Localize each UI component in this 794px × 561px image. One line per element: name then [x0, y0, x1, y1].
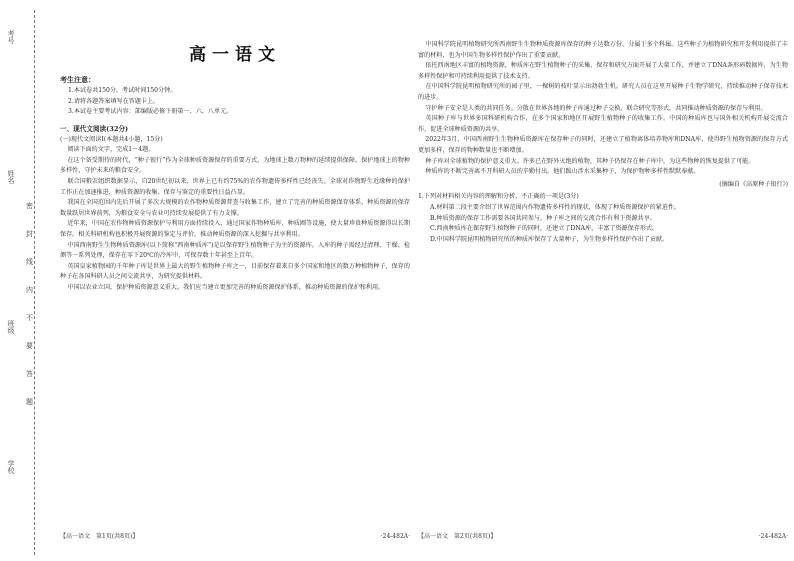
seal-char: 密: [26, 202, 33, 210]
article-paragraph: 英国种子库与世界多国科研机构合作，在多个国家和地区开展野生植物种子的收集工作。中国的种质库也与国外相关机构开展交流合作，促进全球种质资源的共享。: [418, 115, 788, 133]
notice-heading: 考生注意：: [60, 74, 95, 84]
page-number: 【高一语文 第2页(共8页)】: [418, 533, 497, 540]
seal-char: 答: [26, 370, 33, 378]
option-b: B.种质资源的保存工作需要各国共同参与，种子库之间的交流合作有利于资源共享。: [430, 214, 656, 222]
question-1: 1.下列对材料相关内容的理解和分析，不正确的一项是(3分): [418, 193, 579, 201]
subsection-heading: (一)现代文阅读Ⅰ(本题共4小题，15分): [60, 135, 163, 143]
source-citation: (摘编自《高原种子银行》): [719, 180, 788, 188]
binding-margin: [0, 0, 58, 561]
notice-list: [68, 86, 410, 118]
exam-code: ·24-482A·: [380, 533, 410, 540]
seal-char: 线: [26, 258, 33, 266]
notice-item: 3.本试卷主要考试内容：部编版必修下册第一、六、八单元。: [68, 108, 233, 116]
notice-item: 2.请将各题答案填写在答题卡上。: [68, 97, 160, 105]
article-paragraph: 英国皇家植物园的千年种子库是世界上最大的野生植物种子库之一，目前保存着来自多个国家和地区的数万种植物种子，保存的种子在各国科研人员之间交流共享，为研究提供材料。: [60, 262, 410, 281]
seal-char: 不: [26, 314, 33, 322]
page-1-footer: [60, 532, 410, 543]
option-a: A.材料第二段主要介绍了世界范围内作物遗传多样性的现状，体现了种质资源保护的紧迫性。: [430, 203, 681, 211]
seal-line: [34, 10, 35, 555]
option-c: C.西南种质库在保存野生植物种子的同时，还建立了DNA库，丰富了资源保存形式。: [430, 225, 659, 233]
article-paragraph: 2022年3月，中国西南野生生物种质资源库在保存种子的同时，还建立了植物离体培养物库和DNA库，使得野生植物资源的保存方式更加多样，保存的物种数量也不断增加。: [418, 136, 788, 154]
exam-code: ·24-482A·: [758, 533, 788, 540]
instruction: 阅读下面的文字，完成1～4题。: [67, 146, 155, 154]
article-paragraph: 中国科学院昆明植物研究所西南野生生物种质资源库保存的种子达数万份，分属于多个科属。这些种子为植物研究和开发利用提供了丰富的材料，也为中国生物多样性保护作出了重要贡献。: [418, 41, 788, 59]
article-paragraph: 种质库的不断完善离不开科研人员的辛勤付出。他们跋山涉水采集种子，为保护物种多样性默默奉献。: [425, 168, 700, 176]
article-paragraph: 我国在全国范围内先后开展了多次大规模的农作物种质资源普查与收集工作，建立了完善的种质资源保存体系，种质资源的保存数量跃居世界前列，为粮食安全与农业可持续发展提供了有力支撑。: [60, 199, 410, 217]
name-label: 姓名: [7, 170, 15, 184]
page-number: 【高一语文 第1页(共8页)】: [60, 533, 139, 540]
article-paragraph: 依托西南地区丰富的植物资源，种质库在野生植物种子的采集、保存和研究方面开展了大量工作，并建立了DNA条形码数据库，为生物多样性保护和可持续利用提供了技术支持。: [418, 62, 788, 80]
seal-char: 内: [26, 286, 33, 294]
article-paragraph: 联合国粮农组织数据显示，自20世纪初以来，世界上已有约75%的农作物遗传多样性已经丧失。全球对作物野生近缘种的保护工作正在加速推进，种质资源的收集、保存与鉴定的重要性日益凸显。: [60, 177, 410, 196]
article-paragraph: 中国以农业立国，保护种质资源意义重大。我们应当建立更加完善的种质资源保护体系，推动种质资源的保护和利用。: [67, 283, 385, 291]
class-label: 班级: [7, 320, 15, 334]
seal-char: 封: [26, 230, 33, 238]
page-2-column: [418, 0, 788, 561]
article-paragraph: 种子库对全球植物的保护意义重大。许多已在野外灭绝的植物，其种子仍保存在种子库中，为这些物种的恢复提供了可能。: [425, 157, 755, 165]
article-paragraph: 守护种子安全是人类的共同任务。分散在世界各地的种子库通过种子交换、联合研究等形式，共同推动种质资源的保存与利用。: [425, 104, 767, 112]
seal-char: 要: [26, 342, 33, 350]
school-label: 学校: [7, 460, 15, 474]
section-heading: 一、现代文阅读(32分): [60, 124, 129, 133]
notice-item: 1.本试卷共150分，考试时间150分钟。: [68, 87, 177, 95]
article-paragraph: 中国西南野生生物种质资源库(以下简称“西南种质库”)是以保存野生植物种子为主的资源库。入库的种子需经过清理、干燥、检测等一系列处理，保存在零下20℃的冷库中，可保存数十年甚至上百年。: [60, 241, 410, 260]
exam-number-label: 考号: [7, 30, 15, 44]
exam-title: 高一语文: [189, 45, 281, 65]
article-paragraph: 在中国科学院昆明植物研究所的园子里，一棵树的枝叶显示出勃勃生机。研究人员在这里开展种子生物学研究，持续推动种子保存技术的进步。: [418, 83, 788, 101]
article-paragraph: 近年来，中国在农作物种质资源保护与利用方面持续投入，通过国家作物种质库、种质圃等设施，使大量珍贵种质资源得以长期保存。相关科研机构也积极开展资源的鉴定与评价，推动种质资源的深入挖掘与共享利用。: [60, 220, 410, 238]
page-2-footer: [418, 532, 788, 543]
page-1-column: [60, 0, 410, 561]
seal-char: 题: [26, 398, 33, 406]
option-d: D.中国科学院昆明植物研究所的种质库保存了大量种子，为生物多样性保护作出了贡献。: [430, 235, 669, 243]
article-paragraph: 在这个备受期待的时代，“种子银行”作为全球种质资源保存的重要方式，为地球上数万物种的延续提供保障。保护地球上的物种多样性，守护未来的粮食安全。: [60, 156, 410, 175]
